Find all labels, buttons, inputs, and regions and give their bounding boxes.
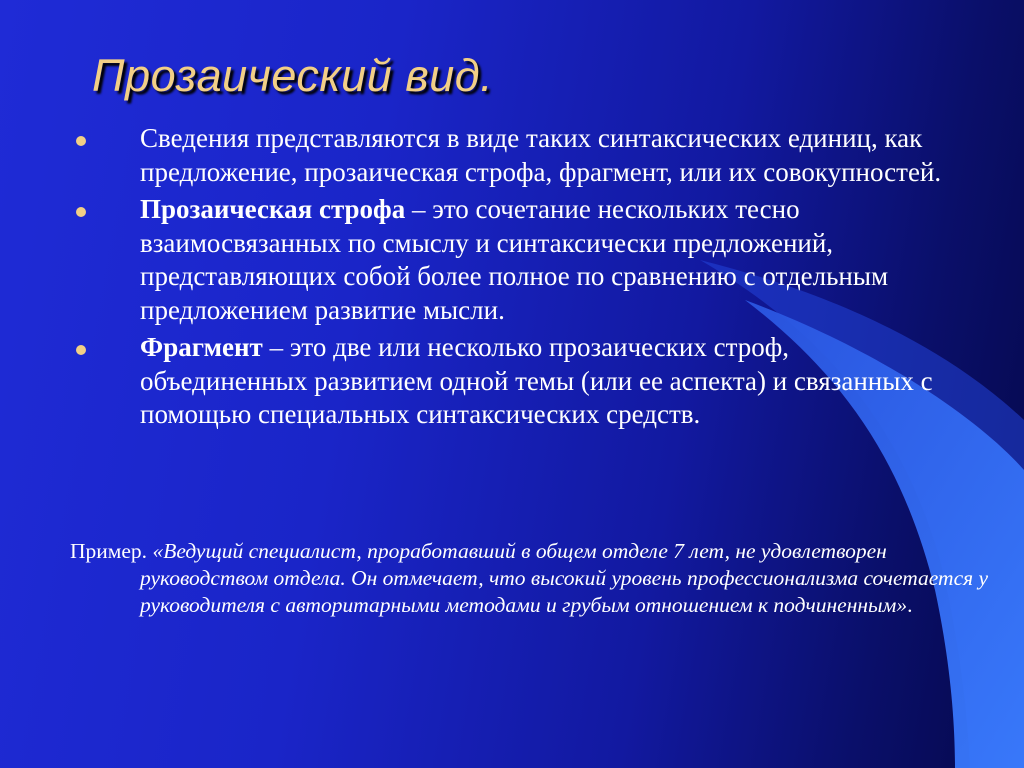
example-end: . bbox=[907, 593, 913, 617]
bullet-dot-icon bbox=[76, 136, 86, 146]
term-fragment: Фрагмент bbox=[140, 332, 263, 362]
example-label: Пример. bbox=[70, 539, 153, 563]
bullet-item bbox=[70, 331, 960, 432]
bullet-dot-icon bbox=[76, 207, 86, 217]
bullet-dot-icon bbox=[76, 345, 86, 355]
example-quote: «Ведущий специалист, проработавший в общем отделе 7 лет, не удовлетворен руководством отдела. Он отмечает, что высокий уровень профессионализма сочетается у руководителя с авторитарными методами и грубым отношением к подчиненным» bbox=[140, 539, 989, 617]
bullet-item bbox=[70, 193, 960, 327]
term-prose-stanza: Прозаическая строфа bbox=[140, 194, 406, 224]
example-paragraph bbox=[70, 538, 1020, 619]
slide-title: Прозаический вид. bbox=[92, 50, 494, 101]
bullet-item bbox=[70, 122, 960, 189]
bullet-text: – это сочетание нескольких тесно взаимосвязанных по смыслу и синтаксически предложений, представляющих собой более полное по сравнению с отдельным предложением развитие мысли. bbox=[140, 194, 889, 325]
bullet-text: Сведения представляются в виде таких синтаксических единиц, как предложение, прозаическая строфа, фрагмент, или их совокупностей. bbox=[140, 123, 942, 187]
bullet-list bbox=[70, 122, 960, 436]
bullet-text: – это две или несколько прозаических строф, объединенных развитием одной темы (или ее аспекта) и связанных с помощью специальных синтаксических средств. bbox=[140, 332, 933, 429]
